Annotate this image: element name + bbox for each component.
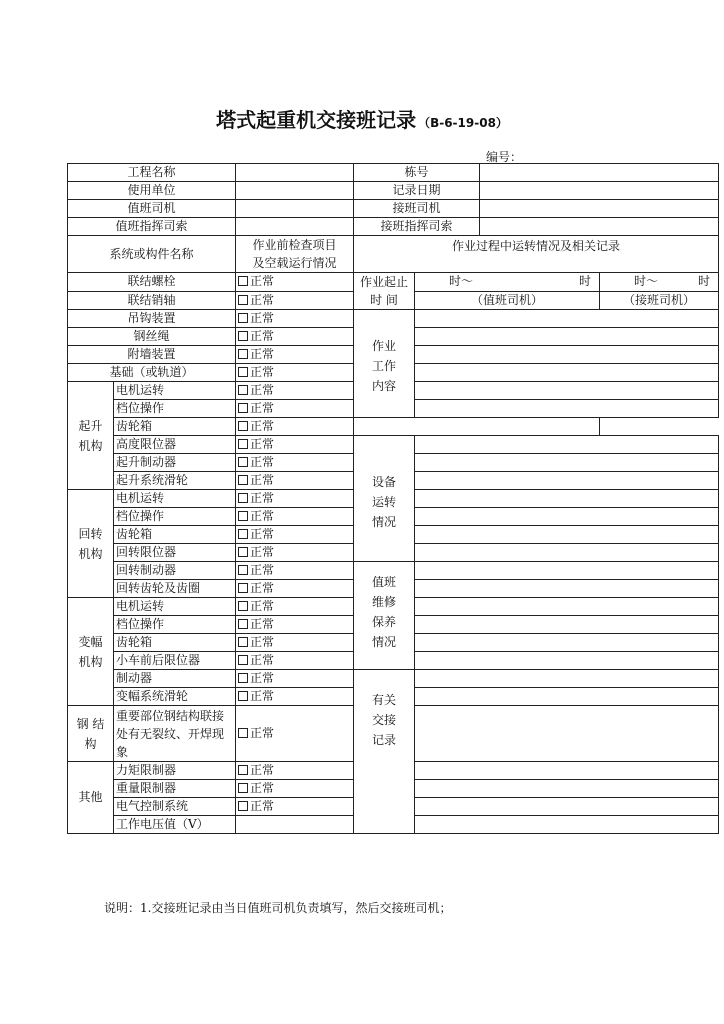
item-label: 齿轮箱	[114, 634, 236, 652]
record-line[interactable]	[415, 328, 719, 346]
normal-checkbox[interactable]	[236, 364, 354, 382]
checkbox-icon	[238, 295, 248, 305]
label-pre-check	[236, 236, 354, 273]
label-project-name: 工程名称	[68, 164, 236, 182]
record-line[interactable]	[415, 400, 719, 418]
checkbox-icon	[238, 385, 248, 395]
footnote: 说明：1.交接班记录由当日值班司机负责填写，然后交接班司机；	[104, 901, 452, 915]
checkbox-icon	[238, 619, 248, 629]
group-steel-structure: 钢 结 构	[68, 706, 114, 762]
checkbox-icon	[238, 655, 248, 665]
checkbox-icon	[238, 801, 248, 811]
record-line[interactable]	[415, 472, 719, 490]
normal-checkbox[interactable]	[236, 418, 354, 436]
normal-checkbox[interactable]	[236, 273, 354, 292]
relief-driver-field[interactable]	[480, 200, 719, 218]
time-to-label: 时	[698, 274, 711, 289]
normal-checkbox[interactable]	[236, 472, 354, 490]
item-label: 齿轮箱	[114, 418, 236, 436]
checkbox-icon	[238, 349, 248, 359]
normal-label: 正常	[250, 799, 275, 813]
normal-checkbox[interactable]	[236, 762, 354, 780]
record-line[interactable]	[415, 562, 719, 580]
normal-label: 正常	[250, 653, 275, 667]
item-label: 档位操作	[114, 508, 236, 526]
item-label: 小车前后限位器	[114, 652, 236, 670]
item-label: 联结螺栓	[68, 273, 236, 292]
item-label: 电机运转	[114, 490, 236, 508]
checkbox-icon	[238, 276, 248, 286]
label-user-unit: 使用单位	[68, 182, 236, 200]
item-label: 电气控制系统	[114, 798, 236, 816]
record-line[interactable]	[415, 816, 719, 834]
handover-record-table	[67, 163, 719, 834]
normal-label: 正常	[250, 671, 275, 685]
normal-label: 正常	[250, 455, 275, 469]
time-to-label: 时	[579, 274, 592, 289]
record-line[interactable]	[415, 508, 719, 526]
checkbox-icon	[238, 583, 248, 593]
checkbox-icon	[238, 439, 248, 449]
page-title	[0, 104, 724, 133]
label-relief-signal: 接班指挥司索	[354, 218, 480, 236]
normal-label: 正常	[250, 689, 275, 703]
label-on-duty-driver: 值班司机	[68, 200, 236, 218]
normal-checkbox[interactable]	[236, 382, 354, 400]
normal-checkbox[interactable]	[236, 400, 354, 418]
normal-label: 正常	[250, 329, 275, 343]
checkbox-icon	[238, 511, 248, 521]
title-text: 塔式起重机交接班记录	[216, 108, 417, 132]
item-label: 高度限位器	[114, 436, 236, 454]
work-time-line-1: 作业起止	[360, 275, 409, 289]
on-duty-signal-field[interactable]	[236, 218, 354, 236]
time-from-label: 时～	[634, 274, 659, 289]
normal-label: 正常	[250, 509, 275, 523]
item-label: 钢丝绳	[68, 328, 236, 346]
record-line[interactable]	[415, 598, 719, 616]
normal-label: 正常	[250, 347, 275, 361]
checkbox-icon	[238, 529, 248, 539]
record-line[interactable]	[415, 526, 719, 544]
normal-checkbox[interactable]	[236, 706, 354, 762]
label-on-duty-signal: 值班指挥司索	[68, 218, 236, 236]
checkbox-icon	[238, 421, 248, 431]
normal-checkbox[interactable]	[236, 454, 354, 472]
item-label: 制动器	[114, 670, 236, 688]
normal-label: 正常	[250, 763, 275, 777]
normal-label: 正常	[250, 491, 275, 505]
label-building-no: 栋号	[354, 164, 480, 182]
normal-label: 正常	[250, 781, 275, 795]
label-process-record: 作业过程中运转情况及相关记录	[354, 236, 719, 273]
normal-checkbox[interactable]	[236, 580, 354, 598]
serial-number-label: 编号：	[486, 150, 523, 164]
record-line[interactable]	[415, 634, 719, 652]
record-line[interactable]	[415, 382, 719, 400]
checkbox-icon	[238, 565, 248, 575]
building-no-field[interactable]	[480, 164, 719, 182]
checkbox-icon	[238, 637, 248, 647]
normal-label: 正常	[250, 311, 275, 325]
checkbox-icon	[238, 673, 248, 683]
checkbox-icon	[238, 783, 248, 793]
normal-label: 正常	[250, 726, 275, 740]
item-label: 起升系统滑轮	[114, 472, 236, 490]
relief-signal-field[interactable]	[480, 218, 719, 236]
normal-checkbox[interactable]	[236, 780, 354, 798]
checkbox-icon	[238, 691, 248, 701]
on-duty-driver-field[interactable]	[236, 200, 354, 218]
record-line[interactable]	[415, 454, 719, 472]
item-label: 附墙装置	[68, 346, 236, 364]
checkbox-icon	[238, 547, 248, 557]
normal-checkbox[interactable]	[236, 508, 354, 526]
group-slewing-mechanism: 回转机构	[68, 490, 114, 598]
normal-checkbox[interactable]	[236, 634, 354, 652]
label-work-time	[354, 273, 415, 310]
checkbox-icon	[238, 601, 248, 611]
item-label: 回转制动器	[114, 562, 236, 580]
item-label: 吊钩装置	[68, 310, 236, 328]
item-label: 变幅系统滑轮	[114, 688, 236, 706]
normal-checkbox[interactable]	[236, 310, 354, 328]
record-line[interactable]	[415, 544, 719, 562]
normal-label: 正常	[250, 617, 275, 631]
item-label: 基础（或轨道）	[68, 364, 236, 382]
item-label: 回转限位器	[114, 544, 236, 562]
record-line[interactable]	[415, 652, 719, 670]
checkbox-icon	[238, 457, 248, 467]
label-relief-driver: 接班司机	[354, 200, 480, 218]
normal-checkbox[interactable]	[236, 490, 354, 508]
relief-paren-label: （接班司机）	[600, 291, 719, 310]
checkbox-icon	[238, 313, 248, 323]
normal-checkbox[interactable]	[236, 328, 354, 346]
item-label: 回转齿轮及齿圈	[114, 580, 236, 598]
checkbox-icon	[238, 728, 248, 738]
normal-label: 正常	[250, 527, 275, 541]
normal-checkbox[interactable]	[236, 436, 354, 454]
checkbox-icon	[238, 475, 248, 485]
normal-label: 正常	[250, 383, 275, 397]
record-line[interactable]	[415, 762, 719, 780]
normal-label: 正常	[250, 401, 275, 415]
section-equipment-operation: 设备运转情况	[354, 436, 415, 562]
time-from-label: 时～	[449, 274, 474, 289]
normal-checkbox[interactable]	[236, 670, 354, 688]
record-line[interactable]	[415, 616, 719, 634]
normal-label: 正常	[250, 635, 275, 649]
checkbox-icon	[238, 367, 248, 377]
item-label: 齿轮箱	[114, 526, 236, 544]
record-line[interactable]	[415, 310, 719, 328]
project-name-field[interactable]	[236, 164, 354, 182]
normal-checkbox[interactable]	[236, 598, 354, 616]
on-duty-time-range	[415, 273, 600, 292]
user-unit-field[interactable]	[236, 182, 354, 200]
normal-checkbox[interactable]	[236, 652, 354, 670]
section-maintenance: 值班维修保养情况	[354, 562, 415, 670]
item-label: 档位操作	[114, 616, 236, 634]
label-record-date: 记录日期	[354, 182, 480, 200]
normal-label: 正常	[250, 292, 275, 307]
normal-checkbox[interactable]	[236, 562, 354, 580]
on-duty-paren-label: （值班司机）	[415, 291, 600, 310]
item-label: 联结销轴	[68, 291, 236, 310]
normal-checkbox[interactable]	[236, 291, 354, 310]
checkbox-icon	[238, 765, 248, 775]
form-code: （B-6-19-08）	[418, 116, 508, 130]
record-line[interactable]	[415, 364, 719, 382]
normal-label: 正常	[250, 563, 275, 577]
normal-checkbox[interactable]	[236, 616, 354, 634]
normal-label: 正常	[250, 365, 275, 379]
section-work-content: 作业工作内容	[354, 310, 415, 418]
record-line[interactable]	[415, 346, 719, 364]
record-line[interactable]	[415, 436, 719, 454]
normal-label: 正常	[250, 419, 275, 433]
checkbox-icon	[238, 493, 248, 503]
record-line[interactable]	[415, 688, 719, 706]
checkbox-icon	[238, 403, 248, 413]
record-line[interactable]	[415, 780, 719, 798]
normal-label: 正常	[250, 274, 275, 289]
voltage-value-field[interactable]	[236, 816, 354, 834]
normal-checkbox[interactable]	[236, 526, 354, 544]
item-label: 档位操作	[114, 400, 236, 418]
item-label: 重要部位钢结构联接处有无裂纹、开焊现象	[114, 706, 236, 762]
normal-label: 正常	[250, 437, 275, 451]
record-line[interactable]	[415, 706, 719, 762]
normal-label: 正常	[250, 473, 275, 487]
record-date-field[interactable]	[480, 182, 719, 200]
item-label: 力矩限制器	[114, 762, 236, 780]
normal-checkbox[interactable]	[236, 688, 354, 706]
section-related-records: 有关交接记录	[354, 670, 415, 834]
item-label: 电机运转	[114, 598, 236, 616]
pre-check-line-1: 作业前检查项目	[252, 238, 337, 252]
normal-label: 正常	[250, 581, 275, 595]
group-luffing-mechanism: 变幅机构	[68, 598, 114, 706]
item-label: 重量限制器	[114, 780, 236, 798]
item-label: 电机运转	[114, 382, 236, 400]
normal-label: 正常	[250, 545, 275, 559]
label-system-name: 系统或构件名称	[68, 236, 236, 273]
record-line[interactable]	[415, 580, 719, 598]
record-line[interactable]	[415, 670, 719, 688]
work-time-line-2: 时 间	[370, 293, 398, 307]
normal-checkbox[interactable]	[236, 798, 354, 816]
item-label: 起升制动器	[114, 454, 236, 472]
record-line[interactable]	[415, 798, 719, 816]
pre-check-line-2: 及空载运行情况	[252, 256, 337, 270]
item-label: 工作电压值（V）	[114, 816, 236, 834]
record-line[interactable]	[354, 418, 600, 436]
normal-checkbox[interactable]	[236, 346, 354, 364]
record-line[interactable]	[415, 490, 719, 508]
normal-checkbox[interactable]	[236, 544, 354, 562]
checkbox-icon	[238, 331, 248, 341]
group-other: 其他	[68, 762, 114, 834]
relief-time-range	[600, 273, 719, 292]
group-hoist-mechanism: 起升机构	[68, 382, 114, 490]
normal-label: 正常	[250, 599, 275, 613]
